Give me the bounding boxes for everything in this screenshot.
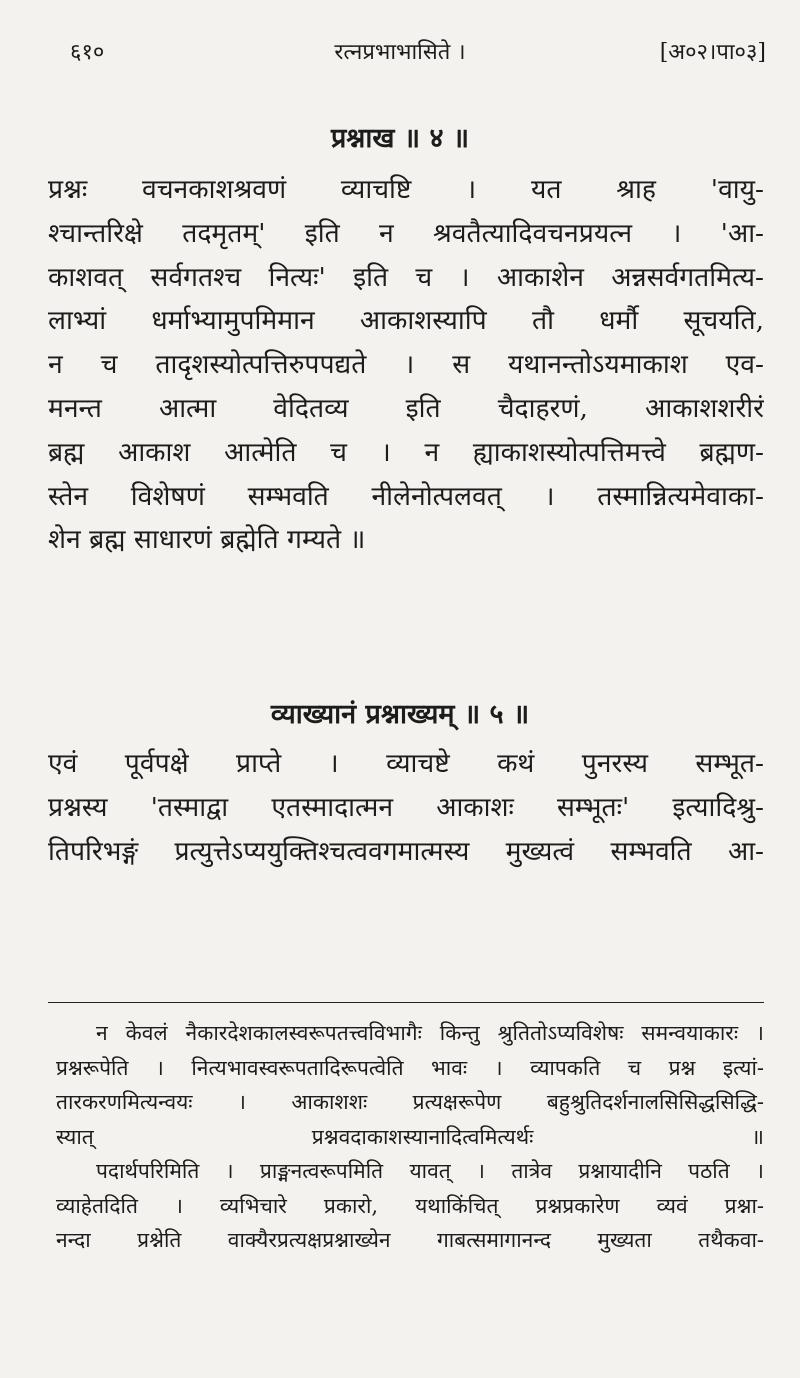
running-title: रत्नप्रभाभासिते ।	[334, 40, 466, 65]
footnote-line: प्रश्नरूपेति । नित्यभावस्वरूपतादिरूपत्वेति भावः । व्यापकति च प्रश्न इत्यां-	[56, 1055, 764, 1080]
footnote-divider	[48, 1002, 764, 1003]
footnote-line: पदार्थपरिमिति । प्राङ्मनत्वरूपमिति यावत् । तात्रेव प्रश्नायादीनि पठति ।	[96, 1159, 764, 1183]
text-line: काशवत् सर्वगतश्च नित्यः' इति च । आकाशेन अन्नसर्वगतमित्य-	[48, 261, 764, 293]
text-line: प्रश्नस्य 'तस्माद्वा एतस्मादात्मन आकाशः सम्भूतः' इत्यादिश्रु-	[48, 791, 764, 823]
text-line: श्चान्तरिक्षे तदमृतम्' इति न श्रवतैत्यादिवचनप्रयत्न । 'आ-	[48, 217, 764, 249]
text-line: तिपरिभङ्गं प्रत्युत्तेऽप्ययुक्तिश्चत्ववगमात्मस्य मुख्यत्वं सम्भवति आ-	[48, 835, 764, 867]
text-line: स्तेन विशेषणं सम्भवति नीलेनोत्पलवत् । तस्मान्नित्यमेवाका-	[48, 480, 764, 512]
footnote-commentary	[56, 1016, 764, 1258]
text-line: शेन ब्रह्म साधारणं ब्रह्मेति गम्यते ॥	[48, 524, 366, 556]
footnote-line: स्यात् प्रश्नवदाकाशस्यानादित्वमित्यर्थः ॥	[56, 1124, 764, 1149]
running-head	[0, 36, 800, 72]
text-line: ब्रह्म आकाश आत्मेति च । न ह्याकाशस्योत्पत्तिमत्त्वे ब्रह्मण-	[48, 436, 764, 468]
footnote-line: नन्दा प्रश्नेति वाक्यैरप्रत्यक्षप्रश्नाख्येन गाबत्समागानन्द मुख्यता तथैकवा-	[56, 1228, 764, 1252]
text-line: मनन्त आत्मा वेदितव्य इति चैदाहरणं, आकाशशरीरं	[48, 392, 764, 424]
text-line: लाभ्यां धर्माभ्यामुपमिमान आकाशस्यापि तौ धर्मौ सूचयति,	[48, 305, 764, 337]
text-line: एवं पूर्वपक्षे प्राप्ते । व्याचष्टे कथं पुनरस्य सम्भूत-	[48, 748, 764, 779]
adhikarana-4-paragraph	[48, 168, 764, 562]
adhikarana-5-paragraph	[48, 742, 764, 873]
text-line: न च तादृशस्योत्पत्तिरुपपद्यते । स यथानन्तोऽयमाकाश एव-	[48, 349, 764, 381]
footnote-line: न केवलं नैकारदेशकालस्वरूपतत्त्वविभागैः किन्तु श्रुतितोऽप्यविशेषः समन्वयाकारः ।	[96, 1021, 764, 1045]
footnote-line: व्याहेतदिति । व्यभिचारे प्रकारो, यथाकिंचित् प्रश्नप्रकारेण व्यवं प्रश्ना-	[56, 1193, 764, 1218]
footnote-line: तारकरणमित्यन्वयः । आकाशशः प्रत्यक्षरूपेण बहुश्रुतिदर्शनालसिसिद्धसिद्धि-	[56, 1090, 764, 1114]
text-line: प्रश्नः वचनकाशश्रवणं व्याचष्टि । यत श्राह 'वायु-	[48, 174, 764, 205]
adhikarana-5-heading: व्याख्यानं प्रश्नाख्यम् ॥ ५ ॥	[270, 699, 530, 730]
adhikarana-4-heading: प्रश्नाख ॥ ४ ॥	[330, 123, 470, 154]
page-number: ६१०	[70, 40, 105, 65]
section-reference: [अ०२।पा०३]	[659, 40, 766, 65]
